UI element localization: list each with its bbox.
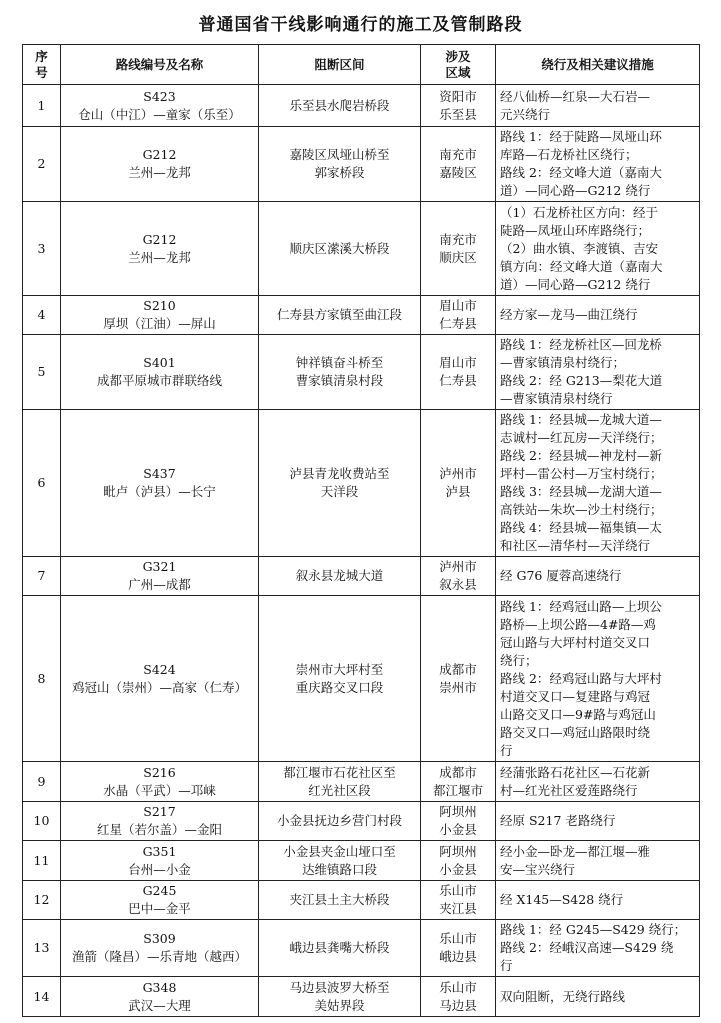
area-line: 顺庆区 bbox=[439, 249, 477, 265]
section-cell bbox=[259, 557, 421, 596]
detour-line: 路线 2：经县城—神龙村—新 bbox=[500, 448, 662, 463]
detour-cell bbox=[496, 841, 700, 881]
route-cell bbox=[61, 920, 259, 977]
area-line: 马边县 bbox=[439, 997, 477, 1013]
detour-line: 安—宝兴绕行 bbox=[500, 861, 576, 877]
table-body bbox=[23, 85, 700, 1017]
detour-line: 经 G76 厦蓉高速绕行 bbox=[500, 568, 622, 583]
section-line: 天洋段 bbox=[320, 484, 359, 499]
detour-line: 绕行； bbox=[500, 652, 538, 668]
detour-cell bbox=[496, 596, 700, 762]
area-line: 乐山市 bbox=[439, 883, 477, 898]
detour-line: 冠山路与大坪村村道交叉口 bbox=[500, 634, 651, 650]
area-line: 阿坝州 bbox=[439, 843, 477, 859]
table-row bbox=[23, 296, 700, 335]
detour-line: 道）—同心路—G212 绕行 bbox=[500, 276, 651, 292]
route-cell bbox=[61, 127, 259, 202]
seq-cell: 8 bbox=[23, 596, 61, 762]
section-line: 曹家镇清泉村段 bbox=[295, 373, 384, 388]
route-line: S309 bbox=[143, 931, 176, 946]
route-cell bbox=[61, 762, 259, 802]
detour-line: 路线 1：经 G245—S429 绕行； bbox=[500, 922, 687, 937]
area-line: 南充市 bbox=[439, 147, 477, 162]
detour-line: 村道交叉口—复建路与鸡冠 bbox=[500, 688, 651, 704]
area-cell bbox=[421, 127, 496, 202]
header-section: 阻断区间 bbox=[259, 45, 421, 85]
section-cell bbox=[259, 296, 421, 335]
area-cell bbox=[421, 762, 496, 802]
area-line: 阿坝州 bbox=[439, 804, 477, 819]
section-cell bbox=[259, 596, 421, 762]
section-line: 美姑界段 bbox=[314, 997, 365, 1013]
seq-cell: 1 bbox=[23, 85, 61, 127]
seq-cell: 11 bbox=[23, 841, 61, 881]
area-cell bbox=[421, 841, 496, 881]
area-line: 都江堰市 bbox=[432, 782, 483, 798]
route-cell bbox=[61, 410, 259, 557]
section-cell bbox=[259, 920, 421, 977]
detour-cell bbox=[496, 881, 700, 920]
section-line: 叙永县龙城大道 bbox=[295, 568, 384, 583]
route-cell bbox=[61, 596, 259, 762]
detour-line: 经小金—卧龙—都江堰—雅 bbox=[500, 843, 651, 859]
detour-line: 道）—同心路—G212 绕行 bbox=[500, 183, 651, 198]
route-cell bbox=[61, 335, 259, 410]
route-cell bbox=[61, 557, 259, 596]
area-cell bbox=[421, 977, 496, 1017]
table-row bbox=[23, 202, 700, 296]
detour-cell bbox=[496, 762, 700, 802]
section-line: 马边县波罗大桥至 bbox=[289, 979, 390, 995]
route-line: 红星（若尔盖）—金阳 bbox=[96, 822, 222, 837]
section-line: 夹江县土主大桥段 bbox=[289, 892, 390, 907]
route-cell bbox=[61, 802, 259, 841]
table-row bbox=[23, 802, 700, 841]
section-line: 崇州市大坪村至 bbox=[295, 661, 384, 677]
route-line: G348 bbox=[142, 979, 177, 995]
seq-cell: 6 bbox=[23, 410, 61, 557]
section-cell bbox=[259, 977, 421, 1017]
seq-cell: 10 bbox=[23, 802, 61, 841]
detour-line: 经蒲张路石花社区—石花新 bbox=[500, 764, 651, 780]
header-route: 路线编号及名称 bbox=[61, 45, 259, 85]
route-cell bbox=[61, 296, 259, 335]
route-line: S216 bbox=[143, 764, 176, 780]
area-cell bbox=[421, 596, 496, 762]
area-line: 小金县 bbox=[439, 822, 477, 837]
table-row bbox=[23, 881, 700, 920]
route-line: S437 bbox=[143, 466, 176, 481]
table-row bbox=[23, 762, 700, 802]
route-line: S210 bbox=[143, 298, 176, 313]
section-line: 乐至县水爬岩桥段 bbox=[289, 97, 390, 113]
section-cell bbox=[259, 335, 421, 410]
area-line: 小金县 bbox=[439, 861, 477, 877]
route-line: G321 bbox=[142, 559, 177, 574]
detour-line: 山路交叉口—9#路与鸡冠山 bbox=[500, 706, 656, 722]
detour-line: 经八仙桥—红泉—大石岩— bbox=[500, 88, 651, 104]
detour-line: 经方家—龙马—曲江绕行 bbox=[500, 307, 638, 322]
section-line: 郭家桥段 bbox=[314, 165, 365, 180]
area-line: 夹江县 bbox=[439, 901, 477, 916]
detour-line: 和社区—清华村—天洋绕行 bbox=[500, 538, 651, 553]
area-line: 乐至县 bbox=[439, 106, 477, 122]
header-area: 涉及 区域 bbox=[421, 45, 496, 85]
detour-cell bbox=[496, 977, 700, 1017]
detour-line: 路线 2：经文峰大道（嘉南大 bbox=[500, 165, 662, 180]
route-line: 武汉—大理 bbox=[128, 997, 191, 1013]
detour-line: 路桥—上坝公路—4#路—鸡 bbox=[500, 616, 656, 632]
detour-line: 路线 1：经龙桥社区—回龙桥 bbox=[500, 337, 662, 352]
table-row bbox=[23, 841, 700, 881]
detour-line: （2）曲水镇、李渡镇、吉安 bbox=[500, 240, 658, 256]
area-cell bbox=[421, 557, 496, 596]
section-cell bbox=[259, 802, 421, 841]
area-line: 资阳市 bbox=[439, 88, 477, 104]
seq-cell: 5 bbox=[23, 335, 61, 410]
area-line: 泸县 bbox=[445, 484, 471, 499]
detour-line: 路线 2：经鸡冠山路与大坪村 bbox=[500, 670, 662, 686]
route-line: 巴中—金平 bbox=[128, 901, 191, 916]
detour-line: 高铁站—朱坎—沙土村绕行； bbox=[500, 502, 663, 517]
header-seq: 序 号 bbox=[23, 45, 61, 85]
detour-line: 路线 1：经鸡冠山路—上坝公 bbox=[500, 598, 662, 614]
area-cell bbox=[421, 802, 496, 841]
section-line: 红光社区段 bbox=[308, 782, 371, 798]
route-cell bbox=[61, 85, 259, 127]
route-line: 毗卢（泸县）—长宁 bbox=[103, 484, 216, 499]
route-line: 兰州—龙邦 bbox=[128, 249, 191, 265]
route-line: 仓山（中江）—童家（乐至） bbox=[78, 106, 241, 122]
table-row bbox=[23, 977, 700, 1017]
area-line: 泸州市 bbox=[439, 559, 477, 574]
detour-line: —曹家镇清泉村绕行 bbox=[500, 391, 613, 406]
area-cell bbox=[421, 202, 496, 296]
detour-cell bbox=[496, 335, 700, 410]
section-line: 钟祥镇奋斗桥至 bbox=[295, 355, 384, 370]
detour-cell bbox=[496, 410, 700, 557]
detour-line: 镇方向：经文峰大道（嘉南大 bbox=[500, 258, 663, 274]
detour-cell bbox=[496, 296, 700, 335]
detour-line: 村—红光社区爱莲路绕行 bbox=[500, 782, 638, 798]
table-row bbox=[23, 596, 700, 762]
table-header-row bbox=[23, 45, 700, 85]
detour-line: —曹家镇清泉村绕行； bbox=[500, 355, 626, 370]
section-line: 达维镇路口段 bbox=[301, 861, 377, 877]
area-line: 成都市 bbox=[439, 661, 477, 677]
route-line: S423 bbox=[143, 88, 176, 104]
area-line: 嘉陵区 bbox=[439, 165, 477, 180]
route-line: 台州—小金 bbox=[128, 861, 191, 877]
area-cell bbox=[421, 410, 496, 557]
detour-line: 路线 1：经县城—龙城大道— bbox=[500, 412, 662, 427]
section-line: 小金县夹金山垭口至 bbox=[283, 843, 396, 859]
route-line: 鸡冠山（崇州）—高家（仁寿） bbox=[71, 679, 247, 695]
route-line: G212 bbox=[142, 231, 177, 247]
detour-cell bbox=[496, 127, 700, 202]
detour-line: 路线 3：经县城—龙湖大道— bbox=[500, 484, 662, 499]
area-line: 仁寿县 bbox=[439, 316, 477, 331]
table-row bbox=[23, 920, 700, 977]
section-cell bbox=[259, 202, 421, 296]
seq-cell: 13 bbox=[23, 920, 61, 977]
table-row bbox=[23, 557, 700, 596]
route-line: 成都平原城市群联络线 bbox=[96, 373, 222, 388]
seq-cell: 12 bbox=[23, 881, 61, 920]
area-line: 成都市 bbox=[439, 764, 477, 780]
detour-line: 经 X145—S428 绕行 bbox=[500, 892, 624, 907]
detour-line: 路线 2：经 G213—梨花大道 bbox=[500, 373, 663, 388]
area-line: 眉山市 bbox=[439, 298, 477, 313]
area-cell bbox=[421, 920, 496, 977]
detour-cell bbox=[496, 202, 700, 296]
area-line: 崇州市 bbox=[439, 679, 477, 695]
detour-cell bbox=[496, 802, 700, 841]
detour-line: 路线 2：经峨汉高速—S429 绕 bbox=[500, 940, 674, 955]
route-line: G245 bbox=[142, 883, 177, 898]
route-cell bbox=[61, 202, 259, 296]
section-line: 顺庆区潆溪大桥段 bbox=[289, 240, 390, 256]
seq-cell: 2 bbox=[23, 127, 61, 202]
route-cell bbox=[61, 841, 259, 881]
area-line: 乐山市 bbox=[439, 979, 477, 995]
detour-line: 行 bbox=[500, 742, 513, 758]
detour-line: 路线 1：经于陡路—凤垭山环 bbox=[500, 129, 662, 144]
table-row bbox=[23, 85, 700, 127]
route-line: S217 bbox=[143, 804, 176, 819]
area-line: 仁寿县 bbox=[439, 373, 477, 388]
area-cell bbox=[421, 881, 496, 920]
route-cell bbox=[61, 977, 259, 1017]
route-line: 厚坝（江油）—屏山 bbox=[103, 316, 216, 331]
seq-cell: 9 bbox=[23, 762, 61, 802]
section-cell bbox=[259, 762, 421, 802]
route-line: 渔箭（隆昌）—乐青地（越西） bbox=[71, 949, 247, 964]
area-line: 乐山市 bbox=[439, 931, 477, 946]
route-line: 水晶（平武）—邛崃 bbox=[103, 782, 216, 798]
section-line: 仁寿县方家镇至曲江段 bbox=[276, 307, 402, 322]
section-line: 泸县青龙收费站至 bbox=[289, 466, 390, 481]
section-line: 峨边县龚嘴大桥段 bbox=[289, 940, 390, 955]
detour-line: 志诚村—红瓦房—天洋绕行； bbox=[500, 430, 663, 445]
route-line: 广州—成都 bbox=[128, 577, 191, 592]
detour-line: 经原 S217 老路绕行 bbox=[500, 813, 616, 828]
table-row bbox=[23, 127, 700, 202]
section-line: 都江堰市石花社区至 bbox=[283, 764, 396, 780]
route-line: G351 bbox=[142, 843, 177, 859]
area-line: 峨边县 bbox=[439, 949, 477, 964]
section-cell bbox=[259, 410, 421, 557]
seq-cell: 7 bbox=[23, 557, 61, 596]
detour-cell bbox=[496, 557, 700, 596]
section-line: 重庆路交叉口段 bbox=[295, 679, 384, 695]
detour-line: 元兴绕行 bbox=[500, 106, 551, 122]
route-line: S424 bbox=[143, 661, 176, 677]
area-line: 泸州市 bbox=[439, 466, 477, 481]
page-title: 普通国省干线影响通行的施工及管制路段 bbox=[198, 15, 523, 35]
detour-line: （1）石龙桥社区方向：经于 bbox=[500, 204, 658, 220]
section-cell bbox=[259, 841, 421, 881]
detour-line: 双向阻断，无绕行路线 bbox=[500, 988, 626, 1004]
detour-line: 陡路—凤垭山环库路绕行； bbox=[500, 222, 651, 238]
section-cell bbox=[259, 85, 421, 127]
area-line: 眉山市 bbox=[439, 355, 477, 370]
seq-cell: 4 bbox=[23, 296, 61, 335]
area-line: 南充市 bbox=[439, 231, 477, 247]
area-cell bbox=[421, 85, 496, 127]
route-line: G212 bbox=[142, 147, 177, 162]
detour-line: 行 bbox=[500, 958, 513, 973]
route-cell bbox=[61, 881, 259, 920]
detour-line: 路交叉口—鸡冠山路限时绕 bbox=[500, 724, 651, 740]
section-line: 小金县抚边乡营门村段 bbox=[276, 813, 402, 828]
seq-cell: 14 bbox=[23, 977, 61, 1017]
area-cell bbox=[421, 335, 496, 410]
header-detour: 绕行及相关建议措施 bbox=[496, 45, 700, 85]
detour-cell bbox=[496, 920, 700, 977]
route-line: 兰州—龙邦 bbox=[128, 165, 191, 180]
detour-line: 坪村—雷公村—万宝村绕行； bbox=[500, 466, 663, 481]
section-line: 嘉陵区凤垭山桥至 bbox=[289, 147, 390, 162]
route-line: S401 bbox=[143, 355, 176, 370]
seq-cell: 3 bbox=[23, 202, 61, 296]
section-cell bbox=[259, 127, 421, 202]
road-closure-table bbox=[22, 44, 700, 1017]
area-line: 叙永县 bbox=[439, 577, 477, 592]
detour-line: 路线 4：经县城—福集镇—太 bbox=[500, 520, 662, 535]
area-cell bbox=[421, 296, 496, 335]
detour-line: 库路—石龙桥社区绕行； bbox=[500, 147, 638, 162]
table-row bbox=[23, 335, 700, 410]
table-row bbox=[23, 410, 700, 557]
detour-cell bbox=[496, 85, 700, 127]
section-cell bbox=[259, 881, 421, 920]
